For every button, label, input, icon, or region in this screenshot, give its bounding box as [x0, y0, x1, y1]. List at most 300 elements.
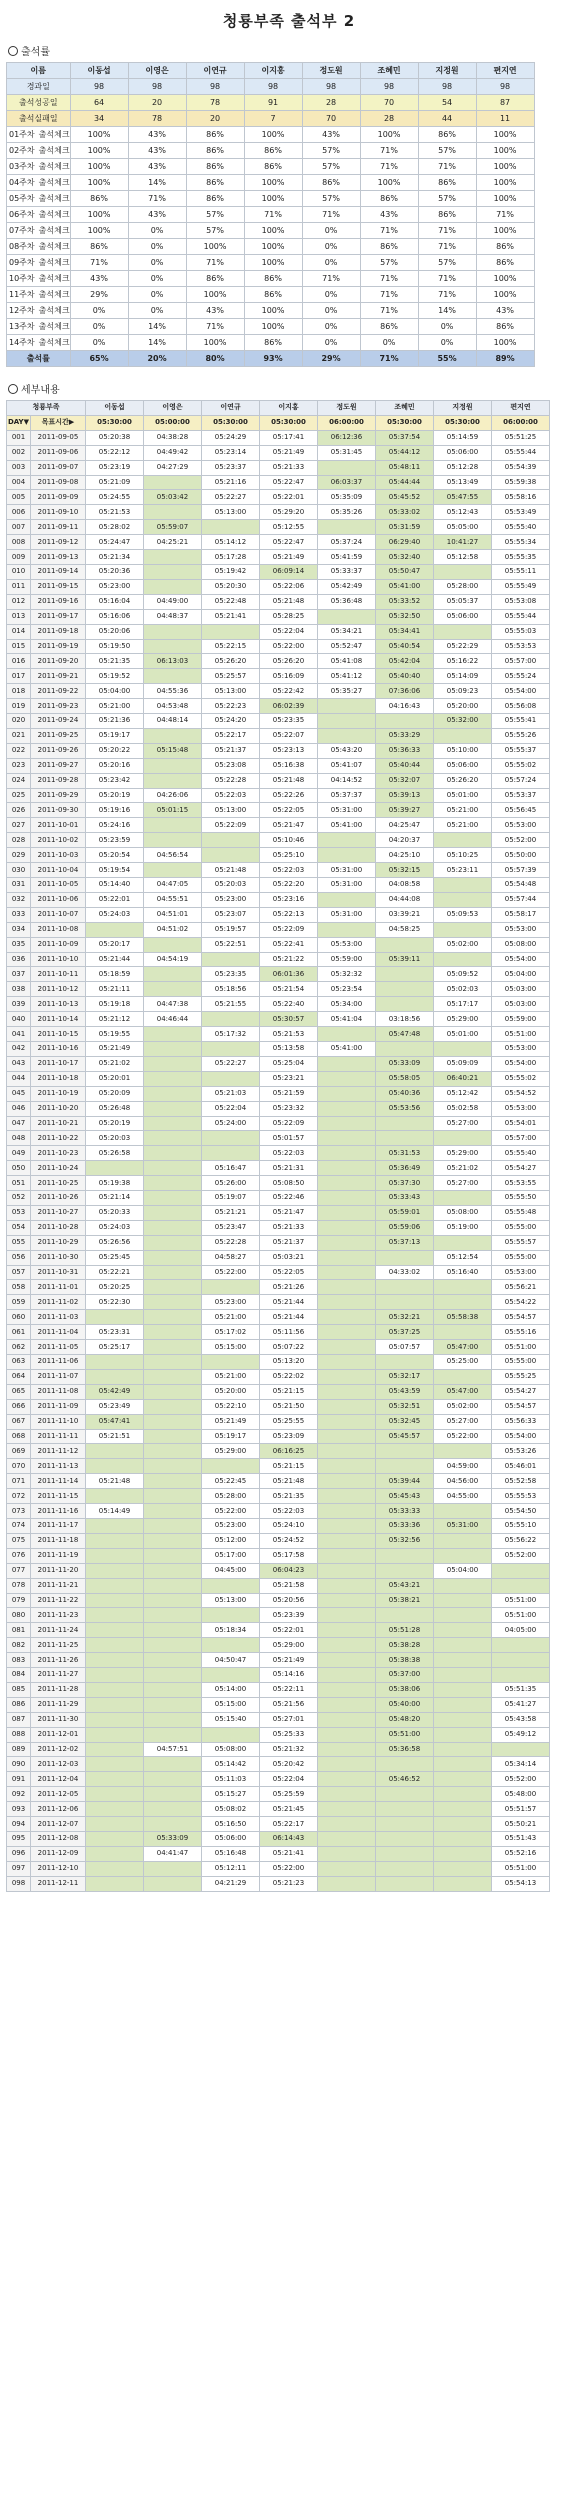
summary-value: 98: [128, 79, 186, 95]
time-cell: 05:40:36: [376, 1086, 434, 1101]
time-cell: 05:55:49: [492, 579, 550, 594]
time-cell: 05:41:00: [376, 579, 434, 594]
table-row: [7, 1593, 550, 1608]
date-cell: 2011-10-30: [31, 1250, 86, 1265]
rate-value: 20%: [128, 351, 186, 367]
empty-cell: [376, 1832, 434, 1847]
time-cell: 05:55:16: [492, 1325, 550, 1340]
time-cell: 05:20:19: [86, 1116, 144, 1131]
time-cell: 04:59:00: [434, 1459, 492, 1474]
time-cell: 05:14:40: [86, 878, 144, 893]
time-cell: 05:35:27: [318, 684, 376, 699]
time-cell: 05:41:07: [318, 758, 376, 773]
table-row: [7, 1861, 550, 1876]
empty-cell: [318, 1191, 376, 1206]
empty-cell: [376, 937, 434, 952]
time-cell: 05:26:48: [86, 1101, 144, 1116]
empty-cell: [202, 1131, 260, 1146]
time-cell: 04:08:58: [376, 878, 434, 893]
summary-value: 20: [128, 95, 186, 111]
time-cell: 04:16:43: [376, 699, 434, 714]
summary-value: 86%: [244, 159, 302, 175]
time-cell: 05:24:29: [202, 430, 260, 445]
time-cell: 05:43:58: [492, 1712, 550, 1727]
summary-value: 20: [186, 111, 244, 127]
time-cell: 05:54:52: [492, 1086, 550, 1101]
table-row: [7, 1310, 550, 1325]
time-cell: 05:22:29: [434, 639, 492, 654]
empty-cell: [318, 1459, 376, 1474]
time-cell: 05:21:41: [260, 1846, 318, 1861]
time-cell: 05:29:00: [434, 1146, 492, 1161]
summary-value: 100%: [244, 127, 302, 143]
time-cell: 04:27:29: [144, 460, 202, 475]
time-cell: 05:20:00: [202, 1384, 260, 1399]
empty-cell: [144, 1772, 202, 1787]
time-cell: 05:23:09: [260, 1429, 318, 1444]
empty-cell: [318, 728, 376, 743]
empty-cell: [434, 1757, 492, 1772]
summary-value: 100%: [186, 335, 244, 351]
date-cell: 2011-10-07: [31, 907, 86, 922]
empty-cell: [434, 1504, 492, 1519]
day-number: 062: [7, 1340, 31, 1355]
table-row: [7, 550, 550, 565]
time-cell: 05:08:00: [202, 1742, 260, 1757]
date-cell: 2011-11-28: [31, 1682, 86, 1697]
time-cell: 05:14:42: [202, 1757, 260, 1772]
empty-cell: [144, 1310, 202, 1325]
time-cell: 05:41:04: [318, 1012, 376, 1027]
time-cell: 05:31:00: [434, 1518, 492, 1533]
date-cell: 2011-10-01: [31, 818, 86, 833]
section-title-attendance: [8, 43, 578, 58]
time-cell: 05:54:01: [492, 1116, 550, 1131]
time-cell: 05:27:00: [434, 1414, 492, 1429]
summary-value: 0%: [302, 255, 360, 271]
table-row: [7, 475, 550, 490]
time-cell: 05:14:59: [434, 430, 492, 445]
date-cell: 2011-11-01: [31, 1280, 86, 1295]
header-member: 정도원: [318, 401, 376, 416]
day-number: 093: [7, 1802, 31, 1817]
empty-cell: [318, 1638, 376, 1653]
summary-value: 86%: [476, 239, 534, 255]
empty-cell: [144, 1086, 202, 1101]
summary-value: 71%: [244, 207, 302, 223]
empty-cell: [376, 1787, 434, 1802]
date-cell: 2011-10-16: [31, 1041, 86, 1056]
time-cell: 05:59:00: [318, 952, 376, 967]
empty-cell: [144, 1250, 202, 1265]
time-cell: 05:55:24: [492, 669, 550, 684]
table-row: [7, 1041, 550, 1056]
empty-cell: [434, 1623, 492, 1638]
time-cell: 04:48:14: [144, 714, 202, 729]
empty-cell: [144, 1861, 202, 1876]
empty-cell: [144, 1340, 202, 1355]
summary-value: 100%: [476, 175, 534, 191]
empty-cell: [434, 1548, 492, 1563]
time-cell: 05:54:22: [492, 1295, 550, 1310]
summary-value: 86%: [186, 159, 244, 175]
date-cell: 2011-10-08: [31, 922, 86, 937]
date-cell: 2011-11-03: [31, 1310, 86, 1325]
day-sort-button[interactable]: DAY▼: [7, 415, 31, 430]
time-cell: 04:25:21: [144, 535, 202, 550]
table-row: [7, 1325, 550, 1340]
empty-cell: [492, 1638, 550, 1653]
time-cell: 05:18:59: [86, 967, 144, 982]
table-row: [7, 892, 550, 907]
date-cell: 2011-09-15: [31, 579, 86, 594]
empty-cell: [86, 1757, 144, 1772]
attendance-summary-table: [6, 62, 535, 367]
day-number: 076: [7, 1548, 31, 1563]
time-cell: 05:21:53: [260, 1027, 318, 1042]
summary-value: 57%: [418, 143, 476, 159]
time-cell: 04:38:28: [144, 430, 202, 445]
time-cell: 05:22:40: [260, 997, 318, 1012]
date-cell: 2011-09-30: [31, 803, 86, 818]
summary-value: 71%: [360, 287, 418, 303]
header-member: 지정원: [418, 63, 476, 79]
empty-cell: [86, 1548, 144, 1563]
empty-cell: [318, 1608, 376, 1623]
summary-value: 100%: [476, 127, 534, 143]
day-number: 070: [7, 1459, 31, 1474]
summary-value: 86%: [186, 175, 244, 191]
empty-cell: [318, 1578, 376, 1593]
summary-value: 71%: [360, 159, 418, 175]
time-cell: 05:21:00: [202, 1369, 260, 1384]
summary-value: 57%: [302, 159, 360, 175]
time-cell: 05:42:04: [376, 654, 434, 669]
date-cell: 2011-11-17: [31, 1518, 86, 1533]
time-cell: 05:22:09: [260, 1116, 318, 1131]
time-cell: 05:14:09: [434, 669, 492, 684]
time-cell: 05:20:03: [86, 1131, 144, 1146]
time-cell: 07:36:06: [376, 684, 434, 699]
week-label: 13주차: [9, 322, 35, 331]
row-label: [7, 159, 71, 175]
header-member: 조혜민: [376, 401, 434, 416]
time-cell: 05:55:02: [492, 758, 550, 773]
time-cell: 05:22:28: [202, 1235, 260, 1250]
time-cell: 05:03:00: [492, 997, 550, 1012]
time-cell: 05:37:13: [376, 1235, 434, 1250]
date-cell: 2011-10-13: [31, 997, 86, 1012]
time-cell: 05:49:12: [492, 1727, 550, 1742]
summary-value: 100%: [476, 191, 534, 207]
date-cell: 2011-09-14: [31, 564, 86, 579]
time-cell: 05:22:45: [202, 1474, 260, 1489]
time-cell: 05:22:27: [202, 490, 260, 505]
table-row: [7, 445, 550, 460]
time-cell: 05:31:59: [376, 520, 434, 535]
summary-row: [7, 127, 535, 143]
summary-value: 100%: [476, 159, 534, 175]
empty-cell: [202, 1459, 260, 1474]
time-cell: 05:54:00: [492, 1429, 550, 1444]
summary-value: 70: [360, 95, 418, 111]
time-cell: 06:02:39: [260, 699, 318, 714]
time-cell: 05:44:44: [376, 475, 434, 490]
week-label: 05주차: [9, 194, 35, 203]
time-cell: 06:12:36: [318, 430, 376, 445]
empty-cell: [376, 1355, 434, 1370]
time-cell: 05:26:20: [202, 654, 260, 669]
day-number: 039: [7, 997, 31, 1012]
summary-value: 14%: [128, 335, 186, 351]
time-cell: 05:17:02: [202, 1325, 260, 1340]
date-cell: 2011-12-05: [31, 1787, 86, 1802]
time-cell: 05:48:20: [376, 1712, 434, 1727]
empty-cell: [318, 892, 376, 907]
row-label: [7, 207, 71, 223]
day-number: 003: [7, 460, 31, 475]
empty-cell: [144, 818, 202, 833]
table-row: [7, 1414, 550, 1429]
time-cell: 05:20:16: [86, 758, 144, 773]
day-number: 098: [7, 1876, 31, 1891]
time-cell: 05:23:00: [202, 1518, 260, 1533]
check-label: 출석체크: [38, 130, 70, 139]
empty-cell: [86, 1697, 144, 1712]
summary-value: 11: [476, 111, 534, 127]
table-row: [7, 1012, 550, 1027]
day-number: 094: [7, 1817, 31, 1832]
row-label: [7, 191, 71, 207]
time-cell: 05:23:54: [318, 982, 376, 997]
time-cell: 05:22:09: [202, 818, 260, 833]
time-cell: 04:55:36: [144, 684, 202, 699]
summary-value: 100%: [244, 223, 302, 239]
time-cell: 05:24:16: [86, 818, 144, 833]
check-label: 출석체크: [38, 226, 70, 235]
empty-cell: [144, 1593, 202, 1608]
empty-cell: [318, 1548, 376, 1563]
table-row: [7, 505, 550, 520]
time-cell: 05:21:49: [260, 550, 318, 565]
table-row: [7, 564, 550, 579]
time-cell: 05:58:05: [376, 1071, 434, 1086]
empty-cell: [376, 1280, 434, 1295]
date-cell: 2011-12-06: [31, 1802, 86, 1817]
time-cell: 05:21:32: [260, 1742, 318, 1757]
time-cell: 05:22:27: [202, 1056, 260, 1071]
time-cell: 05:21:51: [86, 1429, 144, 1444]
empty-cell: [376, 1802, 434, 1817]
summary-value: 100%: [476, 335, 534, 351]
empty-cell: [144, 1295, 202, 1310]
time-cell: 05:47:00: [434, 1340, 492, 1355]
week-label: 04주차: [9, 178, 35, 187]
date-cell: 2011-10-28: [31, 1220, 86, 1235]
empty-cell: [144, 1176, 202, 1191]
summary-value: 86%: [360, 191, 418, 207]
rate-value: 29%: [302, 351, 360, 367]
table-row: [7, 863, 550, 878]
summary-row: [7, 191, 535, 207]
empty-cell: [318, 1429, 376, 1444]
time-cell: 05:51:25: [492, 430, 550, 445]
day-number: 010: [7, 564, 31, 579]
day-number: 086: [7, 1697, 31, 1712]
empty-cell: [318, 1757, 376, 1772]
time-cell: 05:50:21: [492, 1817, 550, 1832]
target-time: 05:30:00: [86, 415, 144, 430]
date-cell: 2011-11-22: [31, 1593, 86, 1608]
table-row: [7, 699, 550, 714]
summary-value: 100%: [244, 175, 302, 191]
date-cell: 2011-12-02: [31, 1742, 86, 1757]
table-row: [7, 1832, 550, 1847]
time-cell: 05:22:51: [202, 937, 260, 952]
time-cell: 05:15:40: [202, 1712, 260, 1727]
row-label: 출석실패일: [7, 111, 71, 127]
day-number: 014: [7, 624, 31, 639]
time-cell: 05:28:00: [202, 1489, 260, 1504]
empty-cell: [376, 1817, 434, 1832]
time-cell: 05:10:00: [434, 743, 492, 758]
empty-cell: [202, 1608, 260, 1623]
time-cell: 05:03:00: [492, 982, 550, 997]
time-cell: 05:16:47: [202, 1161, 260, 1176]
date-cell: 2011-09-29: [31, 788, 86, 803]
time-cell: 05:21:33: [260, 460, 318, 475]
day-number: 033: [7, 907, 31, 922]
day-number: 035: [7, 937, 31, 952]
day-number: 082: [7, 1638, 31, 1653]
row-label: 출석률: [7, 351, 71, 367]
time-cell: 05:23:14: [202, 445, 260, 460]
table-row: [7, 1056, 550, 1071]
target-time: 05:30:00: [376, 415, 434, 430]
empty-cell: [202, 1578, 260, 1593]
time-cell: 05:23:07: [202, 907, 260, 922]
row-label: [7, 255, 71, 271]
time-cell: 05:11:56: [260, 1325, 318, 1340]
empty-cell: [318, 1295, 376, 1310]
summary-value: 43%: [128, 127, 186, 143]
day-number: 068: [7, 1429, 31, 1444]
time-cell: 05:32:50: [376, 609, 434, 624]
time-cell: 05:21:35: [260, 1489, 318, 1504]
empty-cell: [144, 1384, 202, 1399]
time-cell: 03:18:56: [376, 1012, 434, 1027]
time-cell: 05:22:00: [260, 1861, 318, 1876]
summary-value: 98: [302, 79, 360, 95]
time-cell: 05:38:21: [376, 1593, 434, 1608]
time-cell: 05:25:17: [86, 1340, 144, 1355]
date-cell: 2011-11-11: [31, 1429, 86, 1444]
time-cell: 05:20:56: [260, 1593, 318, 1608]
time-cell: 05:22:05: [260, 1265, 318, 1280]
summary-value: 57%: [186, 223, 244, 239]
table-row: [7, 1131, 550, 1146]
summary-value: 44: [418, 111, 476, 127]
time-cell: 05:25:57: [202, 669, 260, 684]
empty-cell: [86, 1444, 144, 1459]
day-number: 090: [7, 1757, 31, 1772]
summary-value: 86%: [186, 191, 244, 207]
empty-cell: [434, 952, 492, 967]
time-cell: 05:55:44: [492, 609, 550, 624]
empty-cell: [318, 1876, 376, 1891]
day-number: 077: [7, 1563, 31, 1578]
time-cell: 05:13:00: [202, 803, 260, 818]
summary-value: 86%: [302, 175, 360, 191]
day-number: 030: [7, 863, 31, 878]
header-member: 조혜민: [360, 63, 418, 79]
summary-value: 71%: [418, 287, 476, 303]
empty-cell: [434, 1325, 492, 1340]
date-cell: 2011-11-18: [31, 1533, 86, 1548]
empty-cell: [318, 1474, 376, 1489]
date-cell: 2011-10-29: [31, 1235, 86, 1250]
time-cell: 05:36:48: [318, 594, 376, 609]
table-row: [7, 1504, 550, 1519]
time-cell: 05:32:56: [376, 1533, 434, 1548]
empty-cell: [434, 624, 492, 639]
time-cell: 05:20:38: [86, 430, 144, 445]
day-number: 027: [7, 818, 31, 833]
time-cell: 05:22:01: [86, 892, 144, 907]
date-cell: 2011-10-14: [31, 1012, 86, 1027]
date-cell: 2011-10-11: [31, 967, 86, 982]
empty-cell: [144, 1056, 202, 1071]
empty-cell: [144, 1757, 202, 1772]
time-cell: 05:22:00: [434, 1429, 492, 1444]
date-cell: 2011-11-21: [31, 1578, 86, 1593]
day-number: 056: [7, 1250, 31, 1265]
time-cell: 05:23:00: [86, 579, 144, 594]
empty-cell: [434, 1668, 492, 1683]
date-cell: 2011-11-20: [31, 1563, 86, 1578]
time-cell: 05:10:46: [260, 833, 318, 848]
time-cell: 05:21:48: [260, 594, 318, 609]
empty-cell: [492, 1742, 550, 1757]
summary-value: 14%: [128, 319, 186, 335]
rate-value: 89%: [476, 351, 534, 367]
time-cell: 05:46:01: [492, 1459, 550, 1474]
time-cell: 05:21:26: [260, 1280, 318, 1295]
table-row: [7, 1712, 550, 1727]
date-cell: 2011-09-25: [31, 728, 86, 743]
day-number: 079: [7, 1593, 31, 1608]
empty-cell: [144, 1131, 202, 1146]
time-cell: 05:55:00: [492, 1355, 550, 1370]
summary-value: 98: [360, 79, 418, 95]
table-row: [7, 520, 550, 535]
date-cell: 2011-10-04: [31, 863, 86, 878]
time-cell: 05:21:37: [260, 1235, 318, 1250]
time-cell: 05:32:40: [376, 550, 434, 565]
empty-cell: [318, 1116, 376, 1131]
time-cell: 05:19:52: [86, 669, 144, 684]
empty-cell: [144, 863, 202, 878]
table-row: [7, 1772, 550, 1787]
empty-cell: [318, 1071, 376, 1086]
empty-cell: [86, 1310, 144, 1325]
time-cell: 05:33:09: [376, 1056, 434, 1071]
empty-cell: [434, 833, 492, 848]
summary-value: 100%: [476, 287, 534, 303]
time-cell: 05:43:20: [318, 743, 376, 758]
empty-cell: [144, 669, 202, 684]
time-cell: 05:22:20: [260, 878, 318, 893]
